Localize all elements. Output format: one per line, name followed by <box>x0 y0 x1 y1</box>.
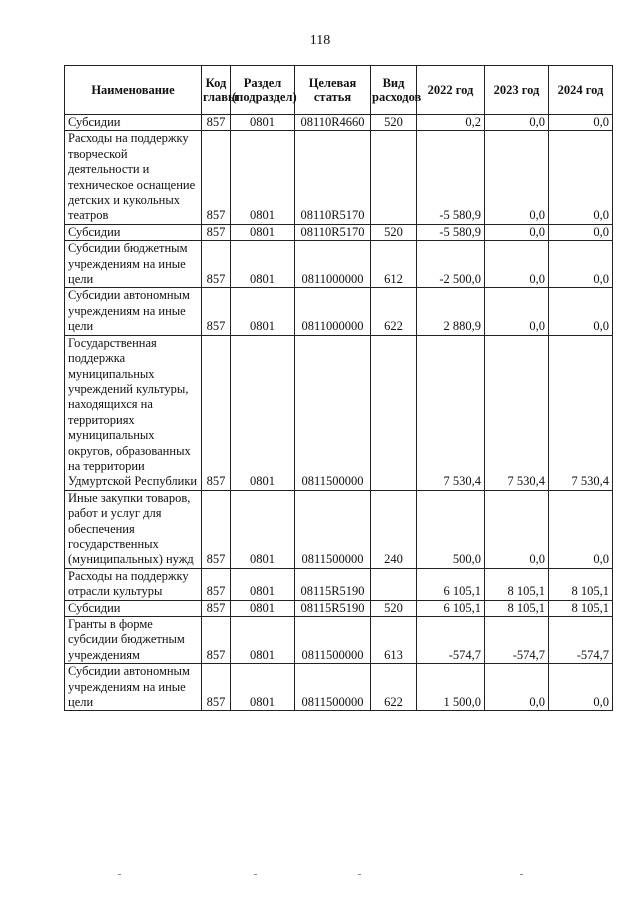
row-code: 857 <box>202 335 231 490</box>
row-code: 857 <box>202 115 231 131</box>
row-code: 857 <box>202 568 231 600</box>
row-2024: 8 105,1 <box>549 600 613 616</box>
row-name: Расходы на поддержку творческой деятельности и техническое оснащение детских и кукольных театров <box>65 131 202 224</box>
row-target: 0811500000 <box>295 617 371 664</box>
row-name: Субсидии автономным учреждениям на иные цели <box>65 288 202 335</box>
row-section: 0801 <box>231 131 295 224</box>
table-row <box>65 115 613 131</box>
row-2023: 0,0 <box>485 115 549 131</box>
row-2022: 0,2 <box>417 115 485 131</box>
row-kind: 622 <box>371 288 417 335</box>
row-section: 0801 <box>231 288 295 335</box>
row-kind: 520 <box>371 224 417 240</box>
row-2024: 0,0 <box>549 664 613 711</box>
scan-speck <box>118 874 121 875</box>
row-section: 0801 <box>231 568 295 600</box>
table-row <box>65 600 613 616</box>
row-2022: -574,7 <box>417 617 485 664</box>
row-code: 857 <box>202 224 231 240</box>
row-section: 0801 <box>231 617 295 664</box>
row-2023: 0,0 <box>485 490 549 568</box>
row-name: Государственная поддержка муниципальных учреждений культуры, находящихся на территориях муниципальных округов, образованных на территории Удмуртской Республики <box>65 335 202 490</box>
header-target: Целевая статья <box>295 66 371 115</box>
row-kind: 520 <box>371 115 417 131</box>
table-row <box>65 664 613 711</box>
row-code: 857 <box>202 664 231 711</box>
row-kind: 622 <box>371 664 417 711</box>
row-2022: -5 580,9 <box>417 131 485 224</box>
row-2022: -2 500,0 <box>417 241 485 288</box>
table-row <box>65 288 613 335</box>
header-kind: Вид расходов <box>371 66 417 115</box>
row-kind <box>371 131 417 224</box>
budget-table <box>64 65 613 711</box>
header-2024: 2024 год <box>549 66 613 115</box>
scan-speck <box>358 874 361 875</box>
row-2023: 0,0 <box>485 664 549 711</box>
row-2023: 0,0 <box>485 241 549 288</box>
row-2024: 0,0 <box>549 224 613 240</box>
row-target: 08115R5190 <box>295 600 371 616</box>
table-row <box>65 568 613 600</box>
header-code: Код главы <box>202 66 231 115</box>
table-row <box>65 490 613 568</box>
row-section: 0801 <box>231 490 295 568</box>
row-kind: 240 <box>371 490 417 568</box>
row-2024: -574,7 <box>549 617 613 664</box>
row-target: 0811500000 <box>295 490 371 568</box>
row-2022: 1 500,0 <box>417 664 485 711</box>
row-section: 0801 <box>231 224 295 240</box>
row-target: 08110R5170 <box>295 131 371 224</box>
row-name: Иные закупки товаров, работ и услуг для обеспечения государственных (муниципальных) нужд <box>65 490 202 568</box>
row-name: Субсидии <box>65 115 202 131</box>
row-name: Гранты в форме субсидии бюджетным учреждениям <box>65 617 202 664</box>
row-2023: 8 105,1 <box>485 600 549 616</box>
row-kind <box>371 568 417 600</box>
row-2023: -574,7 <box>485 617 549 664</box>
row-2023: 7 530,4 <box>485 335 549 490</box>
table-row <box>65 241 613 288</box>
row-2023: 0,0 <box>485 131 549 224</box>
row-code: 857 <box>202 600 231 616</box>
row-code: 857 <box>202 490 231 568</box>
row-target: 0811500000 <box>295 335 371 490</box>
row-2023: 0,0 <box>485 224 549 240</box>
table-row <box>65 131 613 224</box>
table-body <box>65 115 613 711</box>
row-section: 0801 <box>231 335 295 490</box>
row-target: 08110R4660 <box>295 115 371 131</box>
row-kind: 613 <box>371 617 417 664</box>
row-code: 857 <box>202 617 231 664</box>
row-2024: 7 530,4 <box>549 335 613 490</box>
row-2022: -5 580,9 <box>417 224 485 240</box>
row-2022: 500,0 <box>417 490 485 568</box>
table-row <box>65 335 613 490</box>
scan-speck <box>520 874 523 875</box>
row-2024: 0,0 <box>549 490 613 568</box>
row-code: 857 <box>202 131 231 224</box>
row-name: Субсидии <box>65 600 202 616</box>
table-header-row <box>65 66 613 115</box>
table-row <box>65 224 613 240</box>
row-2024: 0,0 <box>549 241 613 288</box>
row-name: Субсидии автономным учреждениям на иные цели <box>65 664 202 711</box>
row-2024: 8 105,1 <box>549 568 613 600</box>
row-name: Расходы на поддержку отрасли культуры <box>65 568 202 600</box>
header-2023: 2023 год <box>485 66 549 115</box>
row-kind: 612 <box>371 241 417 288</box>
row-2023: 8 105,1 <box>485 568 549 600</box>
row-section: 0801 <box>231 664 295 711</box>
row-2022: 6 105,1 <box>417 568 485 600</box>
page-number: 118 <box>309 33 331 48</box>
row-2024: 0,0 <box>549 115 613 131</box>
row-2022: 7 530,4 <box>417 335 485 490</box>
row-2022: 2 880,9 <box>417 288 485 335</box>
header-section: Раздел (подраздел) <box>231 66 295 115</box>
row-2024: 0,0 <box>549 131 613 224</box>
header-2022: 2022 год <box>417 66 485 115</box>
row-kind <box>371 335 417 490</box>
row-section: 0801 <box>231 115 295 131</box>
header-name: Наименование <box>65 66 202 115</box>
row-target: 0811000000 <box>295 241 371 288</box>
row-target: 08115R5190 <box>295 568 371 600</box>
row-name: Субсидии <box>65 224 202 240</box>
row-name: Субсидии бюджетным учреждениям на иные цели <box>65 241 202 288</box>
row-2024: 0,0 <box>549 288 613 335</box>
scan-speck <box>254 874 257 875</box>
row-section: 0801 <box>231 600 295 616</box>
row-code: 857 <box>202 288 231 335</box>
row-code: 857 <box>202 241 231 288</box>
row-2023: 0,0 <box>485 288 549 335</box>
row-target: 0811000000 <box>295 288 371 335</box>
table-row <box>65 617 613 664</box>
row-section: 0801 <box>231 241 295 288</box>
row-target: 08110R5170 <box>295 224 371 240</box>
row-target: 0811500000 <box>295 664 371 711</box>
row-kind: 520 <box>371 600 417 616</box>
row-2022: 6 105,1 <box>417 600 485 616</box>
